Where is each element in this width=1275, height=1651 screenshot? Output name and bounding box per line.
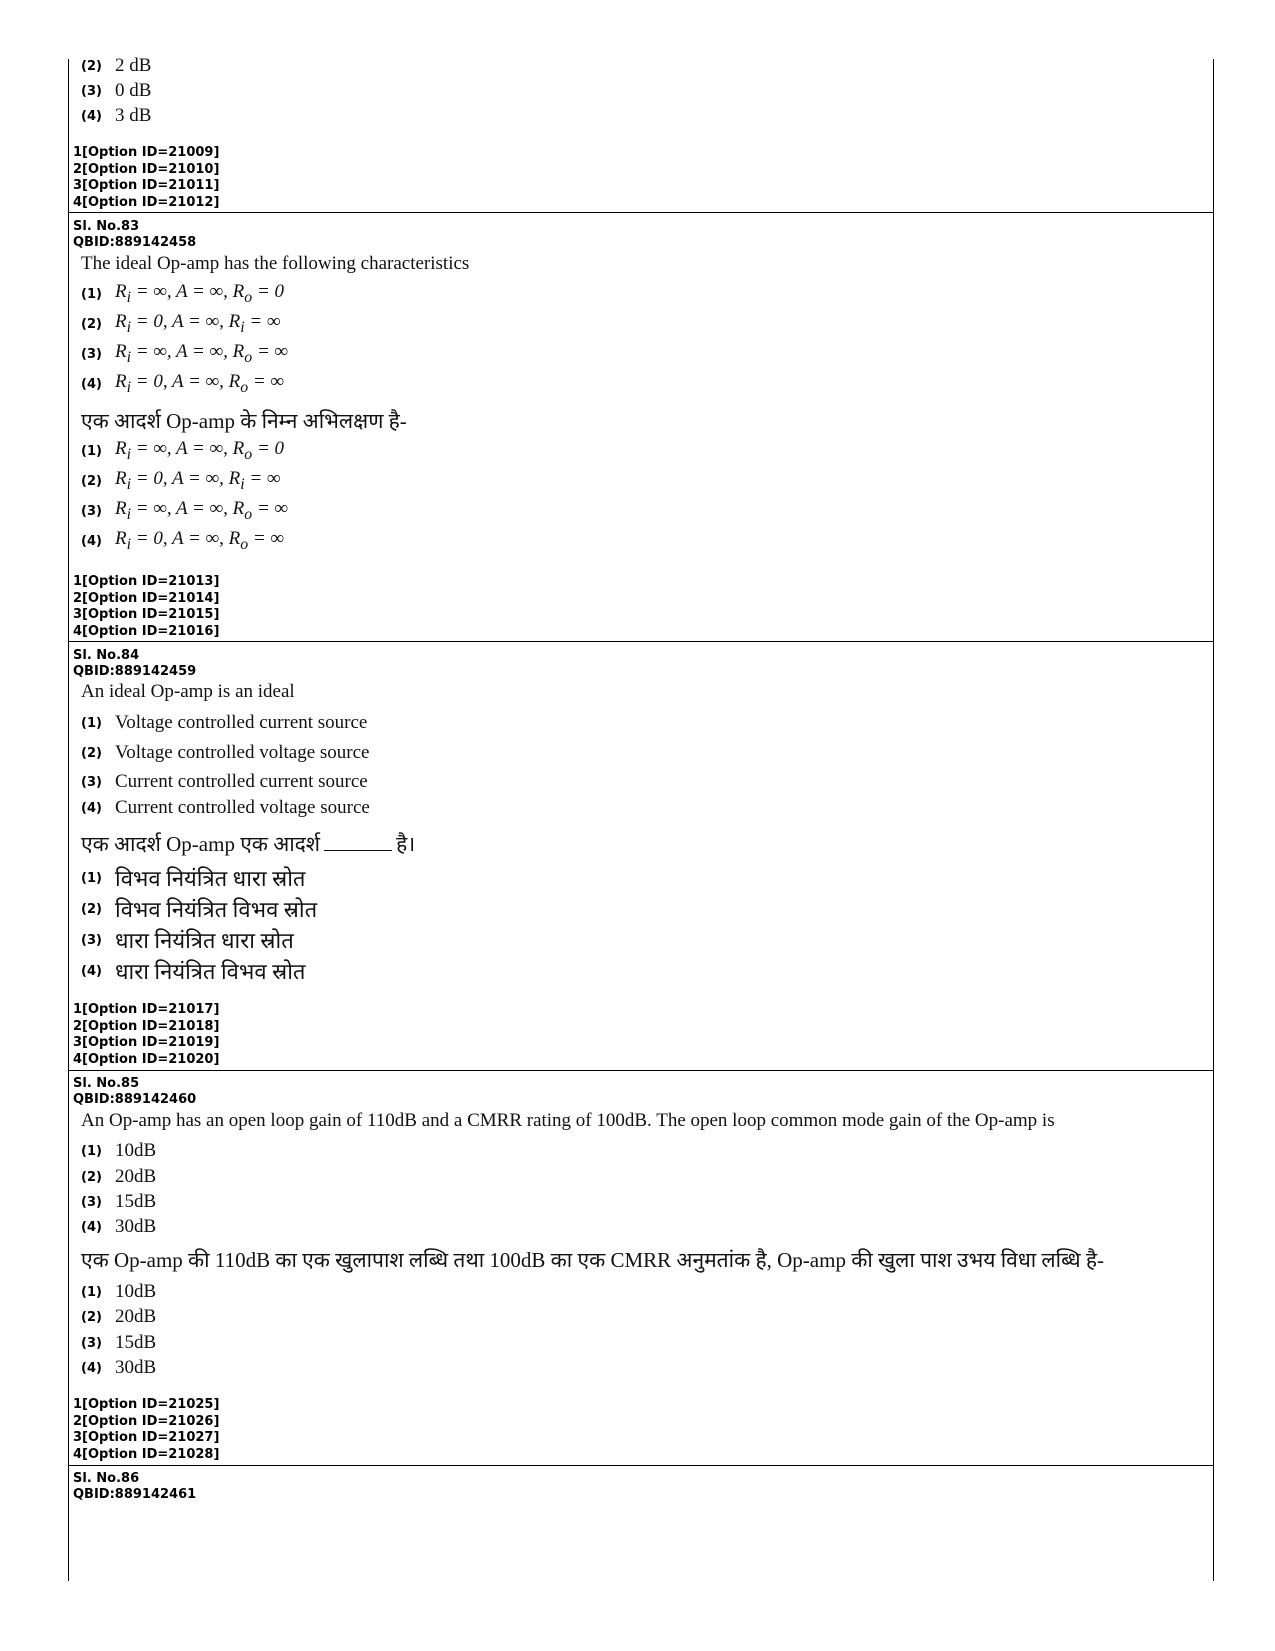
option-text: 2 dB <box>115 55 152 76</box>
option-4 <box>81 103 151 129</box>
option-id: 2[Option ID=21010] <box>73 161 220 177</box>
option-1 <box>81 865 305 891</box>
option-id: 3[Option ID=21027] <box>73 1430 220 1445</box>
option-4 <box>81 528 284 554</box>
option-id: 3[Option ID=21011] <box>73 178 220 193</box>
option-number: (1) <box>81 443 102 459</box>
question-text-hi-part: एक आदर्श Op-amp एक आदर्श <box>81 832 321 856</box>
option-2 <box>81 311 281 337</box>
option-id-list <box>73 145 219 211</box>
option-number: (2) <box>81 901 102 917</box>
option-id: 4[Option ID=21012] <box>73 194 220 210</box>
option-1 <box>81 1279 156 1305</box>
option-text: विभव नियंत्रित विभव स्रोत <box>115 897 318 922</box>
option-number: (3) <box>81 83 102 99</box>
question-header <box>73 648 196 680</box>
section-divider <box>69 212 1213 213</box>
option-3 <box>81 498 288 524</box>
option-number: (3) <box>81 346 102 362</box>
option-number: (2) <box>81 1309 102 1325</box>
option-number: (3) <box>81 932 102 948</box>
formula: $R_i = 0$, A = ∞, $R_o$ = ∞ <box>115 528 285 553</box>
option-number: (2) <box>81 316 102 332</box>
option-text: 10dB <box>115 1281 157 1302</box>
option-id: 2[Option ID=21014] <box>73 590 220 606</box>
formula: $R_i = 0$, A = ∞, $R_o$ = ∞ <box>115 371 285 396</box>
qbid: QBID:889142460 <box>73 1092 197 1107</box>
option-1 <box>81 710 367 736</box>
option-number: (3) <box>81 1335 102 1351</box>
option-4 <box>81 1355 156 1381</box>
serial-number: Sl. No.83 <box>73 219 140 234</box>
option-id: 4[Option ID=21016] <box>73 623 220 639</box>
option-id: 2[Option ID=21026] <box>73 1413 220 1429</box>
option-1 <box>81 438 284 464</box>
option-id: 1[Option ID=21017] <box>73 1002 220 1017</box>
option-1 <box>81 281 284 307</box>
question-text-en: An Op-amp has an open loop gain of 110dB and a CMRR rating of 100dB. The open loop common mode gain of the Op-amp is <box>81 1110 1055 1131</box>
option-2 <box>81 1164 156 1190</box>
option-2 <box>81 53 151 79</box>
option-number: (4) <box>81 963 102 979</box>
question-header <box>73 219 196 251</box>
option-3 <box>81 1330 156 1356</box>
option-text: 30dB <box>115 1357 157 1378</box>
option-number: (3) <box>81 774 102 790</box>
question-paper-page <box>68 55 1214 1581</box>
option-number: (3) <box>81 1194 102 1210</box>
option-number: (4) <box>81 800 102 816</box>
option-number: (4) <box>81 108 102 124</box>
option-number: (2) <box>81 1169 102 1185</box>
question-text-en: The ideal Op-amp has the following characteristics <box>81 253 470 274</box>
serial-number: Sl. No.86 <box>73 1471 140 1486</box>
option-4 <box>81 958 305 984</box>
option-id: 4[Option ID=21028] <box>73 1446 220 1462</box>
option-2 <box>81 896 317 922</box>
option-text: Voltage controlled current source <box>115 712 368 733</box>
option-number: (2) <box>81 473 102 489</box>
option-4 <box>81 371 284 397</box>
option-text: 20dB <box>115 1166 157 1187</box>
option-text: 15dB <box>115 1332 157 1353</box>
option-text: विभव नियंत्रित धारा स्रोत <box>115 866 306 891</box>
option-id: 1[Option ID=21009] <box>73 145 220 160</box>
qbid: QBID:889142458 <box>73 235 197 250</box>
option-number: (4) <box>81 533 102 549</box>
question-text-en: An ideal Op-amp is an ideal <box>81 681 295 702</box>
formula: $R_i = 0$, A = ∞, $R_i$ = ∞ <box>115 311 281 336</box>
option-text: 20dB <box>115 1306 157 1327</box>
option-text: Voltage controlled voltage source <box>115 742 370 763</box>
question-text-hi <box>81 830 415 858</box>
option-id: 1[Option ID=21013] <box>73 574 220 589</box>
question-text-hi: एक Op-amp की 110dB का एक खुलापाश लब्धि तथा 100dB का एक CMRR अनुमतांक है, Op-amp की खुला पाश उभय विधा लब्धि है- <box>81 1248 1105 1272</box>
formula: $R_i$ = ∞, A = ∞, $R_o$ = ∞ <box>115 498 289 523</box>
qbid: QBID:889142459 <box>73 664 197 679</box>
option-text: 30dB <box>115 1216 157 1237</box>
option-3 <box>81 769 368 795</box>
question-text-hi-part: है। <box>396 832 416 856</box>
option-4 <box>81 795 370 821</box>
option-id-list <box>73 574 219 640</box>
serial-number: Sl. No.84 <box>73 648 140 663</box>
option-text: 10dB <box>115 1140 157 1161</box>
option-number: (1) <box>81 1284 102 1300</box>
option-number: (1) <box>81 715 102 731</box>
qbid: QBID:889142461 <box>73 1487 197 1502</box>
option-number: (1) <box>81 286 102 302</box>
question-header <box>73 1471 196 1503</box>
option-number: (2) <box>81 58 102 74</box>
serial-number: Sl. No.85 <box>73 1076 140 1091</box>
option-2 <box>81 740 370 766</box>
option-number: (2) <box>81 745 102 761</box>
option-id: 4[Option ID=21020] <box>73 1051 220 1067</box>
option-id-list <box>73 1002 219 1068</box>
option-text: 0 dB <box>115 80 152 101</box>
option-id: 3[Option ID=21019] <box>73 1035 220 1050</box>
option-3 <box>81 78 151 104</box>
formula: $R_i$ = ∞, A = ∞, $R_o = 0$ <box>115 438 285 463</box>
option-3 <box>81 341 288 367</box>
option-text: धारा नियंत्रित विभव स्रोत <box>115 959 306 984</box>
formula: $R_i$ = ∞, A = ∞, $R_o$ = ∞ <box>115 341 289 366</box>
question-text-hi: एक आदर्श Op-amp के निम्न अभिलक्षण है- <box>81 409 407 433</box>
option-4 <box>81 1214 156 1240</box>
option-3 <box>81 1189 156 1215</box>
option-text: 15dB <box>115 1191 157 1212</box>
option-id: 2[Option ID=21018] <box>73 1018 220 1034</box>
fill-in-blank <box>324 834 392 851</box>
option-number: (4) <box>81 1360 102 1376</box>
option-text: 3 dB <box>115 105 152 126</box>
section-divider <box>69 1465 1213 1466</box>
option-number: (1) <box>81 870 102 886</box>
section-divider <box>69 1070 1213 1071</box>
option-1 <box>81 1138 156 1164</box>
option-number: (3) <box>81 503 102 519</box>
option-id: 3[Option ID=21015] <box>73 607 220 622</box>
option-2 <box>81 468 281 494</box>
option-id: 1[Option ID=21025] <box>73 1397 220 1412</box>
option-text: Current controlled voltage source <box>115 797 370 818</box>
option-2 <box>81 1304 156 1330</box>
option-3 <box>81 927 294 953</box>
option-id-list <box>73 1397 219 1463</box>
formula: $R_i = 0$, A = ∞, $R_i$ = ∞ <box>115 468 281 493</box>
option-number: (4) <box>81 1219 102 1235</box>
section-divider <box>69 641 1213 642</box>
option-text: धारा नियंत्रित धारा स्रोत <box>115 928 294 953</box>
option-number: (1) <box>81 1143 102 1159</box>
option-text: Current controlled current source <box>115 771 368 792</box>
option-number: (4) <box>81 376 102 392</box>
formula: $R_i$ = ∞, A = ∞, $R_o = 0$ <box>115 281 285 306</box>
question-header <box>73 1076 196 1108</box>
